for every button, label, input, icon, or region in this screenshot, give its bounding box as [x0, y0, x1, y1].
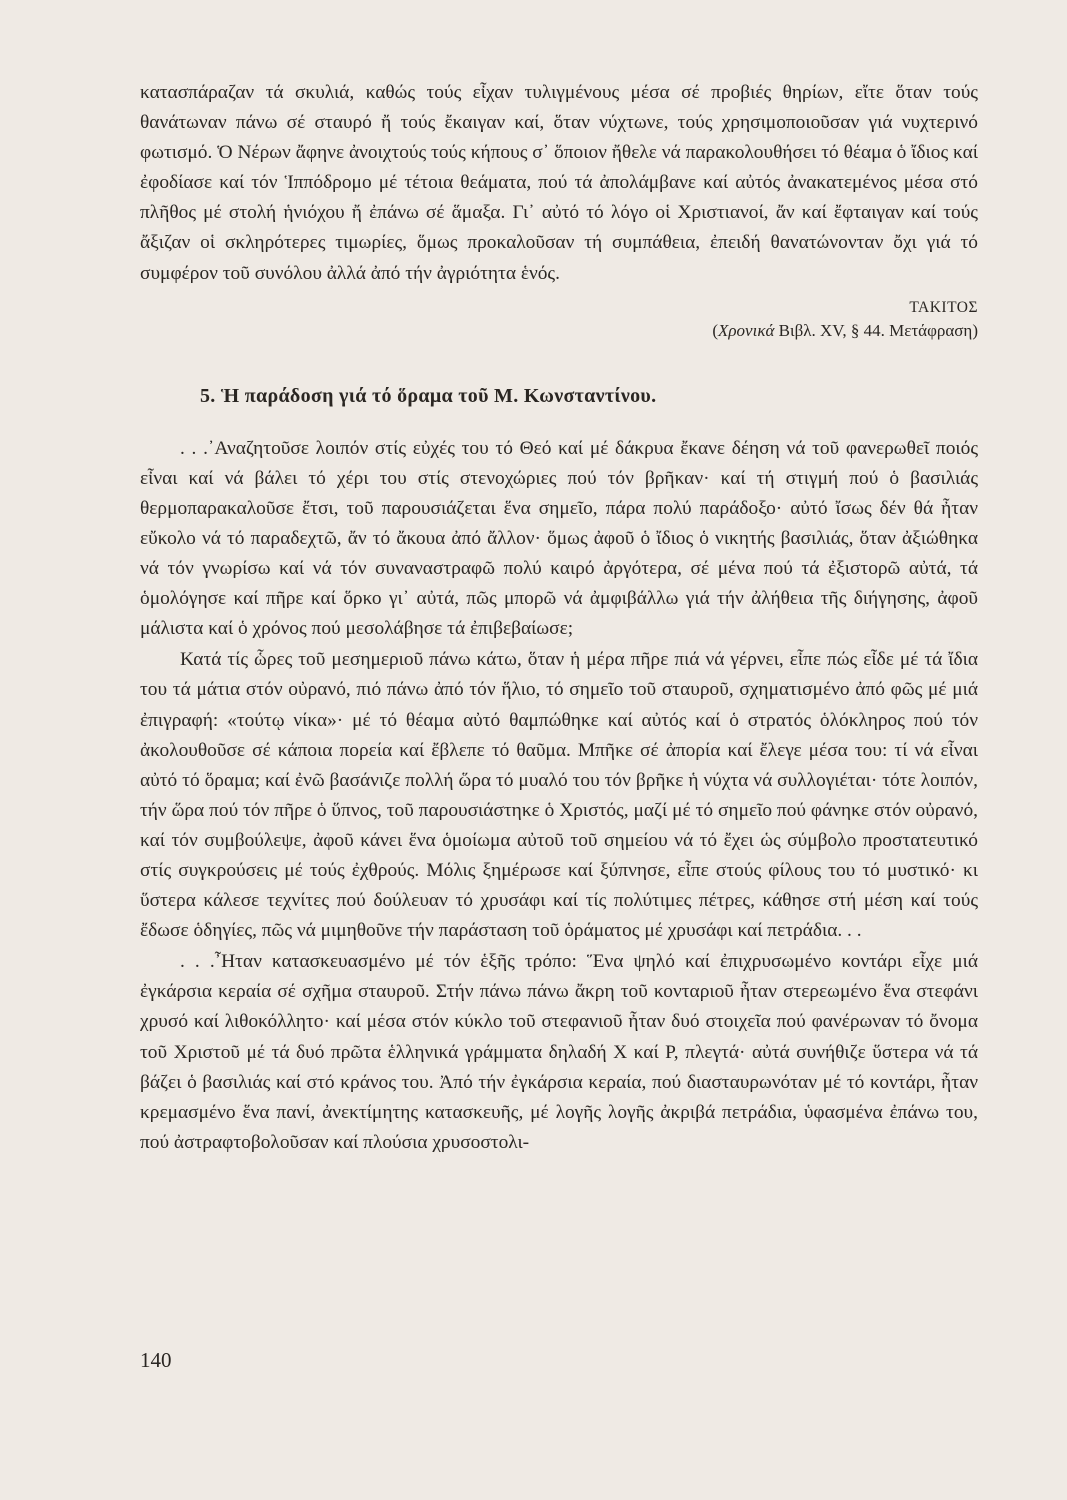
quote-text: κατασπάραζαν τά σκυλιά, καθώς τούς εἶχαν τυλιγμένους μέσα σέ προβιές θηρίων, εἴτε ὅταν τούς θανάτωναν πάνω σέ σταυρό ἤ τούς ἔκαιγαν καί, ὅταν νύχτωνε, τούς χρησιμοποιοῦσαν γιά νυχτερινό φωτισμό. Ὁ Νέρων ἄφηνε ἀνοιχτούς τούς κήπους σ᾿ ὅποιον ἤθελε νά παρακολουθήσει τό θέαμα ὁ ἴδιος καί ἐφοδίασε καί τόν Ἱππόδρομο μέ τέτοια θεάματα, πού τά ἀπολάμβανε καί αὐτός ἀνακατεμένος μέσα στό πλῆθος μέ στολή ἡνιόχου ἤ ἐπάνω σέ ἅμαξα. Γι᾿ αὐτό τό λόγο οἱ Χριστιανοί, ἄν καί ἔφταιγαν καί τούς ἄξιζαν οἱ σκληρότερες τιμωρίες, ὅμως προκαλοῦσαν τή συμπάθεια, ἐπειδή θανατώνονταν ὄχι γιά τό συμφέρον τοῦ συνόλου ἀλλά ἀπό τήν ἀγριότητα ἑνός.: [140, 82, 978, 284]
quote-reference: (Χρονικά Βιβλ. XV, § 44. Μετάφραση): [712, 320, 978, 340]
quote-author: ΤΑΚΙΤΟΣ: [909, 298, 978, 316]
quote-reference-detail: Βιβλ. XV, § 44. Μετάφραση: [778, 320, 973, 340]
paragraph-2: Κατά τίς ὧρες τοῦ μεσημεριοῦ πάνω κάτω, ὅταν ἡ μέρα πῆρε πιά νά γέρνει, εἶπε πώς εἶδε μέ τά ἴδια του τά μάτια στόν οὐρανό, πιό πάνω ἀπό τόν ἥλιο, τό σημεῖο τοῦ σταυροῦ, σχηματισμένο ἀπό φῶς μέ μιά ἐπιγραφή: «τούτῳ νίκα»· μέ τό θέαμα αὐτό θαμπώθηκε καί αὐτός καί ὁ στρατός ὁλόκληρος πού τόν ἀκολουθοῦσε σέ κάποια πορεία καί ἔβλεπε τό θαῦμα. Μπῆκε σέ ἀπορία καί ἔλεγε μέσα του: τί νά εἶναι αὐτό τό ὅραμα; καί ἐνῶ βασάνιζε πολλή ὥρα τό μυαλό του τόν βρῆκε ἡ νύχτα νά συλλογιέται· τότε λοιπόν, τήν ὥρα πού τόν πῆρε ὁ ὕπνος, τοῦ παρουσιάστηκε ὁ Χριστός, μαζί μέ τό σημεῖο πού φάνηκε στόν οὐρανό, καί τόν συμβούλεψε, ἀφοῦ κάνει ἕνα ὁμοίωμα αὐτοῦ τοῦ σημείου νά τό ἔχει ὡς σύμβολο προστατευτικό στίς συγκρούσεις μέ τούς ἐχθρούς. Μόλις ξημέρωσε καί ξύπνησε, εἶπε στούς φίλους του τό μυστικό· κι ὕστερα κάλεσε τεχνίτες πού δούλευαν τό χρυσάφι καί τίς πολύτιμες πέτρες, κάθησε στή μέση καί τούς ἔδωσε ὁδηγίες, πῶς νά μιμηθοῦνε τήν παράσταση τοῦ ὁράματος μέ χρυσάφι καί πετράδια. . .: [140, 649, 978, 942]
page-number: 140: [140, 1348, 172, 1372]
section-body: [140, 434, 978, 1158]
quote-reference-work: Χρονικά: [718, 320, 775, 340]
quoted-passage: [140, 78, 978, 342]
paragraph-3: . . .῏Ηταν κατασκευασμένο μέ τόν ἑξῆς τρόπο: Ἕνα ψηλό καί ἐπιχρυσωμένο κοντάρι εἶχε μιά ἐγκάρσια κεραία σέ σχῆμα σταυροῦ. Στήν πάνω πάνω ἄκρη τοῦ κονταριοῦ ἦταν στερεωμένο ἕνα στεφάνι χρυσό καί λιθοκόλλητο· καί μέσα στόν κύκλο τοῦ στεφανιοῦ ἦταν δυό στοιχεῖα πού φανέρωναν τό ὄνομα τοῦ Χριστοῦ μέ τά δυό πρῶτα ἑλληνικά γράμματα δηλαδή Χ καί Ρ, πλεγτά· αὐτά συνήθιζε ὕστερα νά τά βάζει ὁ βασιλιάς καί στό κράνος του. Ἀπό τήν ἐγκάρσια κεραία, πού διασταυρωνόταν μέ τό κοντάρι, ἦταν κρεμασμένο ἕνα πανί, ἀνεκτίμητης κατασκευῆς, μέ λογῆς λογῆς ἀκριβά πετράδια, ὑφασμένα ἐπάνω του, πού ἀστραφτοβολοῦσαν καί πλούσια χρυσοστολι-: [140, 951, 978, 1153]
section-heading: 5. Ἡ παράδοση γιά τό ὅραμα τοῦ Μ. Κωνσταντίνου.: [200, 384, 657, 407]
paragraph-1: . . .᾿Αναζητοῦσε λοιπόν στίς εὐχές του τό Θεό καί μέ δάκρυα ἔκανε δέηση νά τοῦ φανερωθεῖ ποιός εἶναι καί νά βάλει τό χέρι του στίς στενοχώριες πού τόν βρῆκαν· καί τή στιγμή πού ὁ βασιλιάς θερμοπαρακαλοῦσε ἔτσι, τοῦ παρουσιάζεται ἕνα σημεῖο, πάρα πολύ παράδοξο· αὐτό ἴσως δέν θά ἦταν εὔκολο νά τό παραδεχτῶ, ἄν τό ἄκουα ἀπό ἄλλον· ὅμως ἀφοῦ ὁ ἴδιος ὁ νικητής βασιλιάς, ὅταν ἀξιώθηκα νά τόν γνωρίσω καί νά τόν συναναστραφῶ πολύ καιρό ἀργότερα, σέ μένα πού τά ἐξιστορῶ αὐτά, τά ὁμολόγησε καί πῆρε καί ὅρκο γι᾿ αὐτά, πῶς μπορῶ νά ἀμφιβάλλω γιά τήν ἀλήθεια τῆς διήγησης, ἀφοῦ μάλιστα καί ὁ χρόνος πού μεσολάβησε τά ἐπιβεβαίωσε;: [140, 437, 978, 640]
page-body: [140, 78, 978, 1158]
